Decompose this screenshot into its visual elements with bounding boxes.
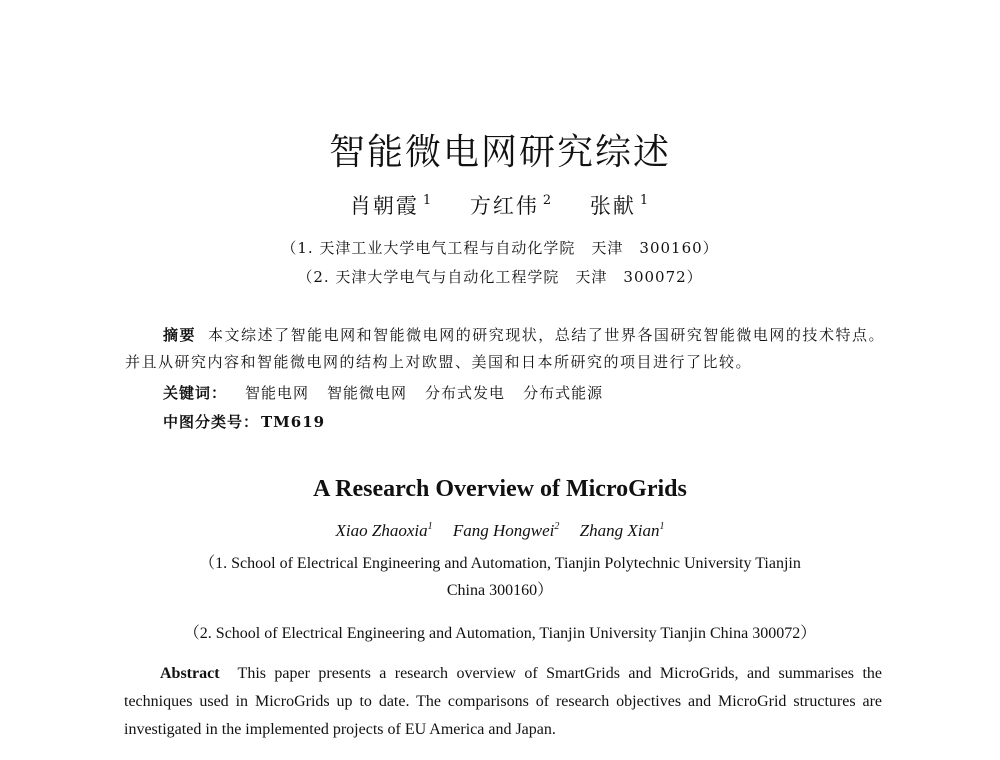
- author-affiliation-mark: 1: [427, 521, 433, 532]
- chinese-abstract: [125, 322, 885, 376]
- chinese-keywords: [163, 382, 603, 403]
- english-author: [453, 521, 560, 540]
- classification-value: TM619: [261, 413, 326, 431]
- author-affiliation-mark: 2: [542, 193, 554, 208]
- chinese-author: [470, 194, 553, 218]
- chinese-affiliation-1: （1. 天津工业大学电气工程与自动化学院 天津 300160）: [281, 239, 719, 257]
- author-affiliation-mark: 1: [639, 193, 651, 208]
- chinese-abstract-text: 本文综述了智能电网和智能微电网的研究现状，总结了世界各国研究智能微电网的技术特点。并且从研究内容和智能微电网的结构上对欧盟、美国和日本所研究的项目进行了比较。: [125, 326, 885, 371]
- english-abstract-label: Abstract: [160, 665, 220, 682]
- author-affiliation-mark: 1: [659, 521, 665, 532]
- keyword: 智能微电网: [327, 384, 408, 402]
- keyword: 分布式发电: [425, 384, 506, 402]
- author-affiliation-mark: 2: [554, 521, 560, 532]
- chinese-classification: [163, 411, 325, 432]
- english-author: [580, 521, 665, 540]
- english-abstract: [124, 660, 882, 744]
- english-affiliation-1-line-1: （1. School of Electrical Engineering and Automation, Tianjin Polytechnic University Tianjin: [199, 555, 801, 572]
- author-name: Fang Hongwei: [452, 521, 555, 540]
- author-name: Xiao Zhaoxia: [335, 521, 428, 540]
- author-name: Zhang Xian: [579, 521, 660, 540]
- english-author: [336, 521, 433, 540]
- author-name: 张献: [589, 194, 636, 218]
- chinese-abstract-label: 摘要: [163, 326, 197, 344]
- classification-label: 中图分类号：: [163, 413, 260, 431]
- author-affiliation-mark: 1: [422, 193, 434, 208]
- author-name: 肖朝霞: [349, 194, 419, 218]
- english-title: A Research Overview of MicroGrids: [313, 476, 687, 502]
- english-abstract-text: This paper presents a research overview of SmartGrids and MicroGrids, and summarises the techniques used in MicroGrids up to date. The comparisons of research objectives and MicroGrid structures are investigated in the implemented projects of EU America and Japan.: [124, 665, 882, 738]
- keyword: 智能电网: [245, 384, 310, 402]
- author-name: 方红伟: [469, 194, 539, 218]
- chinese-keywords-label: 关键词：: [163, 384, 228, 402]
- chinese-affiliation-2: （2. 天津大学电气与自动化工程学院 天津 300072）: [297, 268, 703, 286]
- english-affiliation-2: （2. School of Electrical Engineering and Automation, Tianjin University Tianjin China 300072）: [183, 625, 817, 642]
- chinese-author: [350, 194, 433, 218]
- chinese-title: 智能微电网研究综述: [328, 132, 671, 174]
- keyword: 分布式能源: [523, 384, 604, 402]
- chinese-author: [590, 194, 650, 218]
- chinese-authors: [0, 190, 1000, 220]
- english-authors: [0, 521, 1000, 541]
- english-affiliation-1-line-2: China 300160）: [446, 582, 554, 599]
